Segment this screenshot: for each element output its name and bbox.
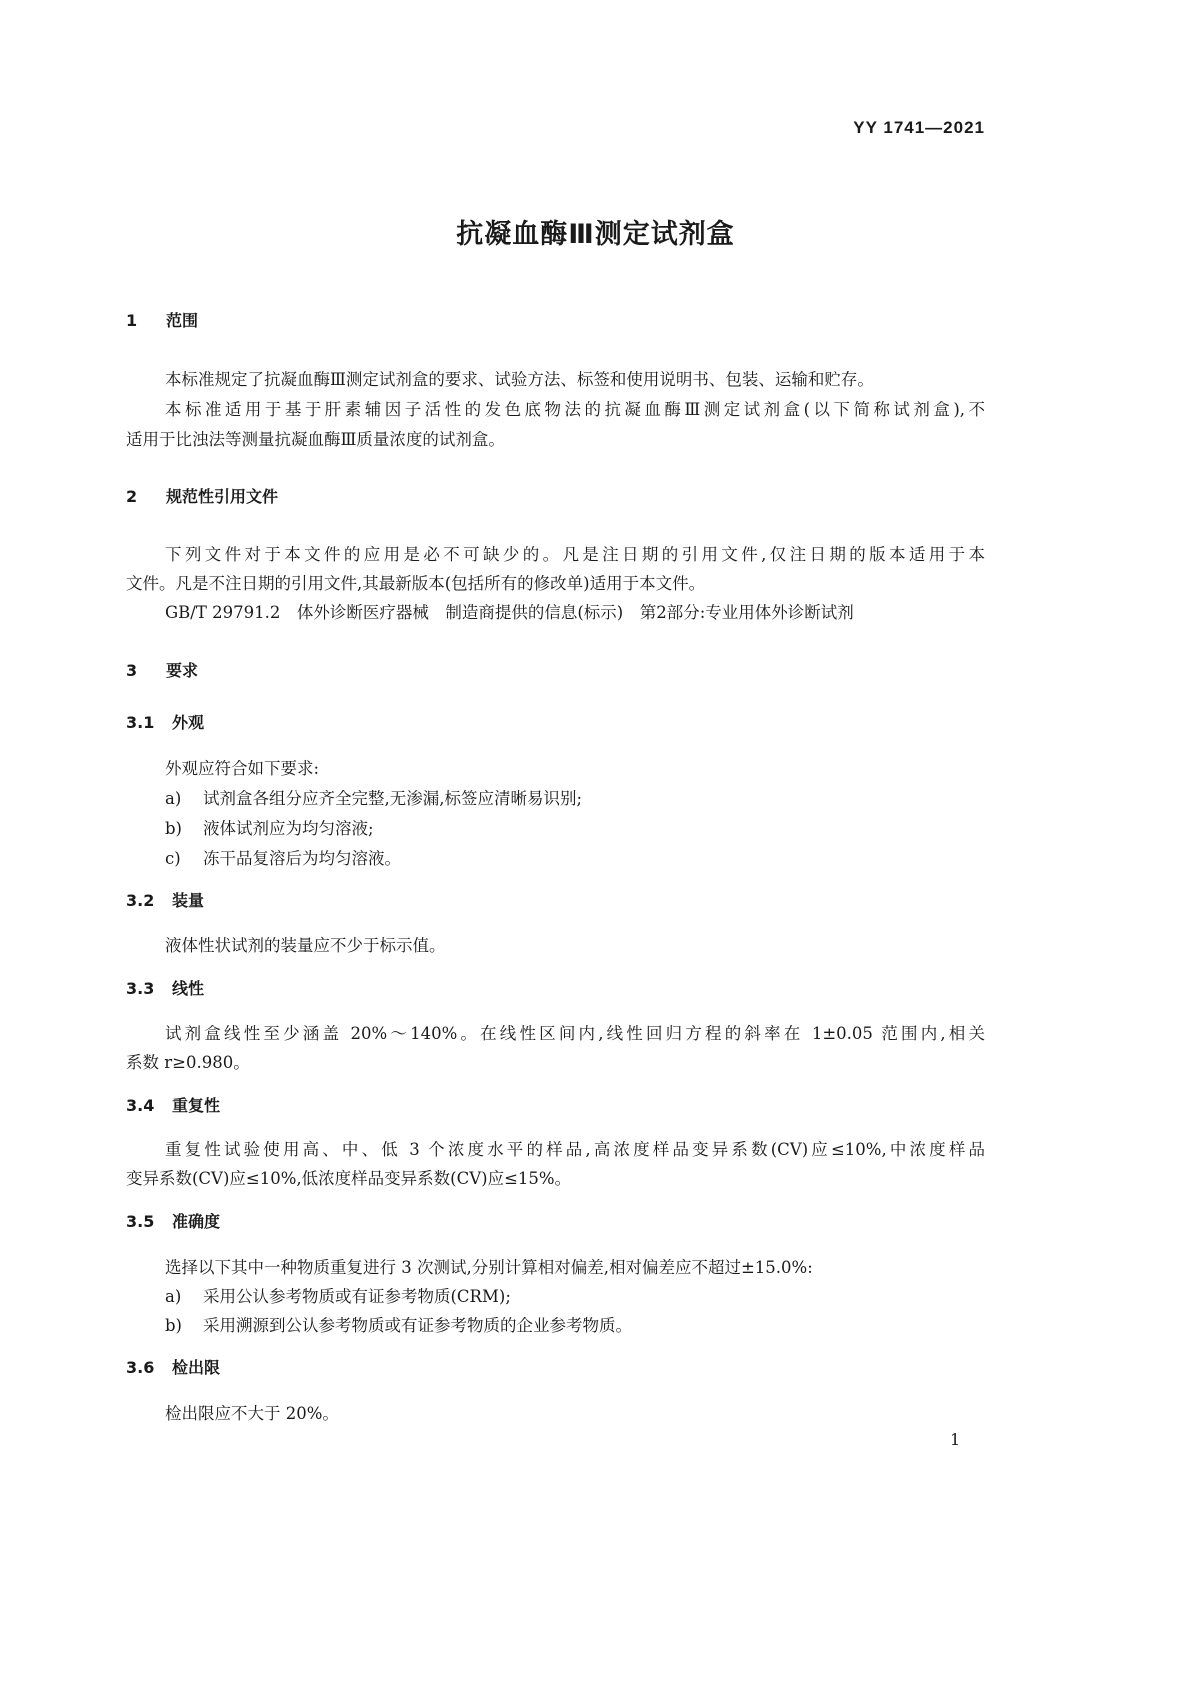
section-title: 线性 [172, 979, 205, 998]
list-text: 液体试剂应为均匀溶液; [203, 819, 374, 838]
paragraph: 下列文件对于本文件的应用是必不可缺少的。凡是注日期的引用文件,仅注日期的版本适用于本 [165, 545, 985, 564]
paragraph: 试剂盒线性至少涵盖 20%～140%。在线性区间内,线性回归方程的斜率在 1±0.05 范围内,相关 [165, 1024, 985, 1043]
list-text: 冻干品复溶后为均匀溶液。 [203, 849, 401, 868]
section-number: 3.3 [126, 979, 155, 998]
section-heading-3-6 [126, 1355, 220, 1378]
section-title: 外观 [172, 713, 205, 732]
section-number: 2 [126, 487, 138, 506]
list-label: c) [165, 849, 181, 868]
paragraph: 选择以下其中一种物质重复进行 3 次测试,分别计算相对偏差,相对偏差应不超过±15.0%: [165, 1258, 813, 1277]
section-title: 装量 [172, 891, 205, 910]
section-heading-3-1 [126, 710, 204, 733]
section-heading-2 [126, 484, 278, 507]
paragraph: 本标准适用于基于肝素辅因子活性的发色底物法的抗凝血酶Ⅲ测定试剂盒(以下简称试剂盒),不 [165, 400, 986, 419]
page-number: 1 [950, 1430, 961, 1449]
list-item [165, 1283, 511, 1307]
section-number: 3.5 [126, 1212, 155, 1231]
list-label: b) [165, 1316, 182, 1335]
paragraph: 检出限应不大于 20%。 [165, 1404, 339, 1423]
list-item [165, 785, 582, 809]
list-text: 试剂盒各组分应齐全完整,无渗漏,标签应清晰易识别; [203, 789, 583, 808]
paragraph: 重复性试验使用高、中、低 3 个浓度水平的样品,高浓度样品变异系数(CV)应≤10%,中浓度样品 [165, 1140, 985, 1159]
section-number: 1 [126, 311, 138, 330]
paragraph: 系数 r≥0.980。 [126, 1053, 250, 1072]
list-item [165, 815, 374, 839]
paragraph: 本标准规定了抗凝血酶Ⅲ测定试剂盒的要求、试验方法、标签和使用说明书、包装、运输和贮存。 [165, 370, 874, 389]
section-number: 3.2 [126, 891, 155, 910]
paragraph: 变异系数(CV)应≤10%,低浓度样品变异系数(CV)应≤15%。 [126, 1169, 572, 1188]
list-item [165, 1312, 632, 1336]
section-title: 规范性引用文件 [166, 487, 279, 506]
section-title: 准确度 [172, 1212, 221, 1231]
section-number: 3.6 [126, 1358, 155, 1377]
section-heading-3-5 [126, 1209, 220, 1232]
section-title: 范围 [166, 311, 199, 330]
section-title: 重复性 [172, 1096, 221, 1115]
list-label: a) [165, 1287, 182, 1306]
section-heading-3-3 [126, 976, 204, 999]
paragraph: 适用于比浊法等测量抗凝血酶Ⅲ质量浓度的试剂盒。 [126, 430, 505, 449]
paragraph: 液体性状试剂的装量应不少于标示值。 [165, 936, 446, 955]
document-title: 抗凝血酶Ⅲ测定试剂盒 [456, 219, 735, 250]
section-number: 3 [126, 661, 138, 680]
section-heading-3-4 [126, 1093, 220, 1116]
section-number: 3.1 [126, 713, 155, 732]
section-heading-3 [126, 658, 198, 681]
list-text: 采用公认参考物质或有证参考物质(CRM); [203, 1287, 511, 1306]
paragraph: 外观应符合如下要求: [165, 759, 320, 778]
paragraph: 文件。凡是不注日期的引用文件,其最新版本(包括所有的修改单)适用于本文件。 [126, 574, 706, 593]
normative-reference: GB/T 29791.2 体外诊断医疗器械 制造商提供的信息(标示) 第2部分:专业用体外诊断试剂 [165, 603, 854, 622]
section-heading-1 [126, 308, 198, 331]
list-label: b) [165, 819, 182, 838]
list-item [165, 845, 401, 869]
section-title: 检出限 [172, 1358, 221, 1377]
list-label: a) [165, 789, 182, 808]
section-title: 要求 [166, 661, 199, 680]
section-heading-3-2 [126, 888, 204, 911]
standard-number: YY 1741—2021 [853, 118, 985, 137]
section-number: 3.4 [126, 1096, 155, 1115]
list-text: 采用溯源到公认参考物质或有证参考物质的企业参考物质。 [203, 1316, 632, 1335]
